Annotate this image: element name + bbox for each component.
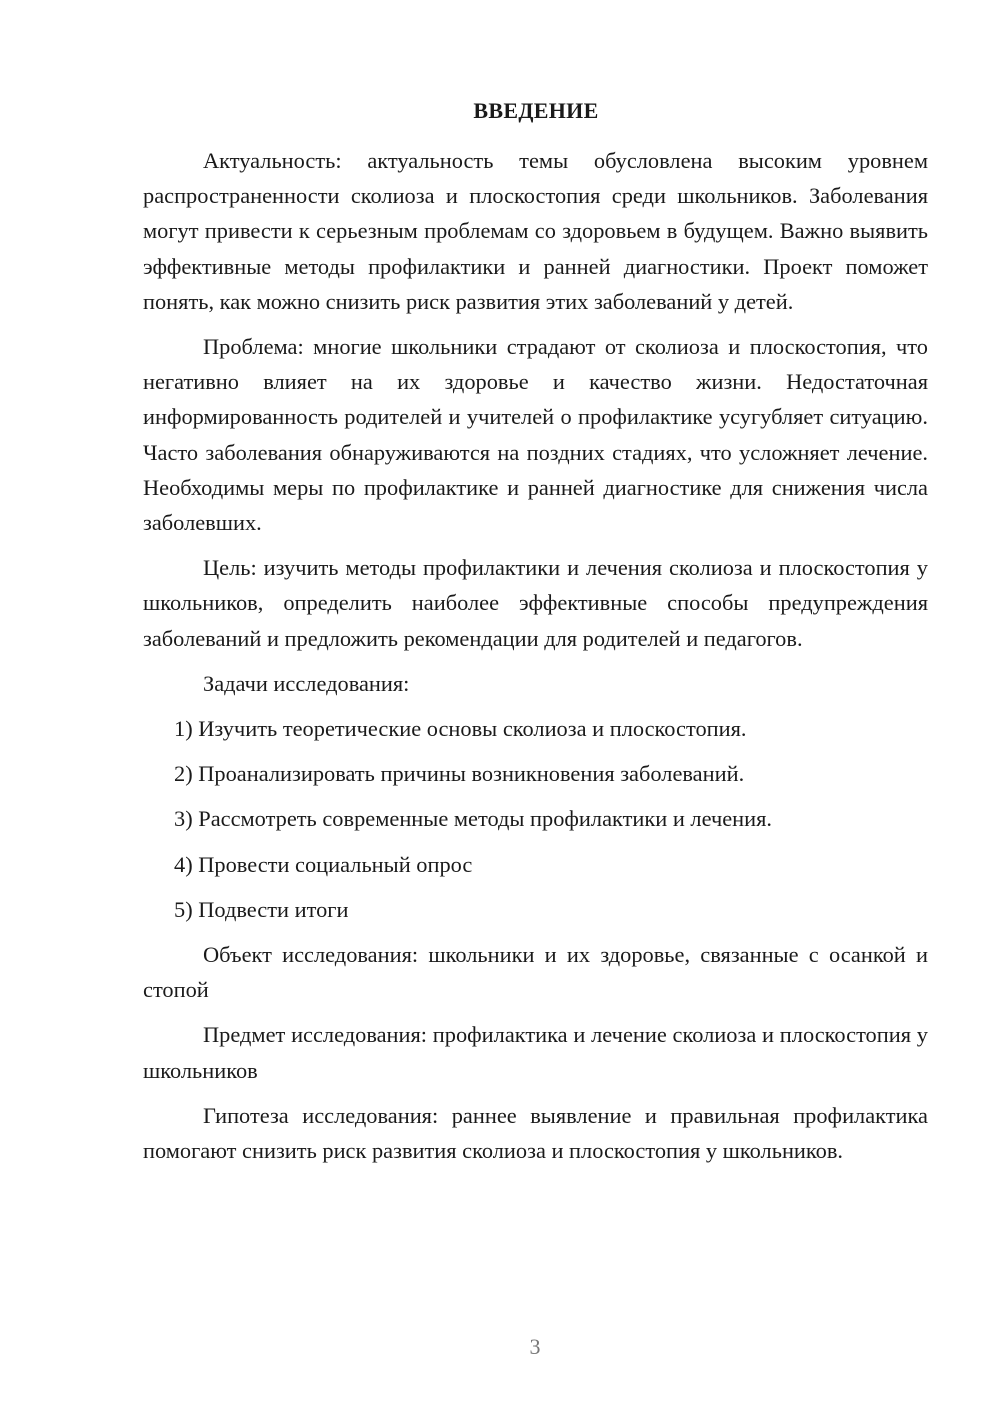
paragraph-relevance: Актуальность: актуальность темы обусловлена высоким уровнем распространенности сколиоза и плоскостопия среди школьников. Заболевания могут привести к серьезным проблемам со здоровьем в будущем. Важно выявить эффективные методы профилактики и ранней диагностики. Проект поможет понять, как можно снизить риск развития этих заболеваний у детей. (143, 148, 928, 314)
tasks-title: Задачи исследования: (203, 670, 410, 696)
paragraph-problem: Проблема: многие школьники страдают от сколиоза и плоскостопия, что негативно влияет на их здоровье и качество жизни. Недостаточная информированность родителей и учителей о профилактике усугубляет ситуацию. Часто заболевания обнаруживаются на поздних стадиях, что усложняет лечение. Необходимы меры по профилактике и ранней диагностике для снижения числа заболевших. (143, 334, 928, 536)
paragraph-hypothesis: Гипотеза исследования: раннее выявление и правильная профилактика помогают снизить риск развития сколиоза и плоскостопия у школьников. (143, 1102, 928, 1164)
section-heading: ВВЕДЕНИЕ (473, 98, 599, 123)
page-number: 3 (529, 1334, 541, 1359)
task-item-4: 4) Провести социальный опрос (174, 851, 473, 877)
paragraph-goal: Цель: изучить методы профилактики и лечения сколиоза и плоскостопия у школьников, определить наиболее эффективные способы предупреждения заболеваний и предложить рекомендации для родителей и педагогов. (143, 555, 928, 651)
task-item-2: 2) Проанализировать причины возникновения заболеваний. (174, 761, 745, 787)
task-item-3: 3) Рассмотреть современные методы профилактики и лечения. (174, 806, 773, 832)
paragraph-subject: Предмет исследования: профилактика и лечение сколиоза и плоскостопия у школьников (143, 1022, 928, 1083)
paragraph-object: Объект исследования: школьники и их здоровье, связанные с осанкой и стопой (143, 942, 928, 1003)
task-item-5: 5) Подвести итоги (174, 896, 349, 922)
document-body (143, 143, 928, 1178)
task-item-1: 1) Изучить теоретические основы сколиоза и плоскостопия. (174, 716, 747, 742)
